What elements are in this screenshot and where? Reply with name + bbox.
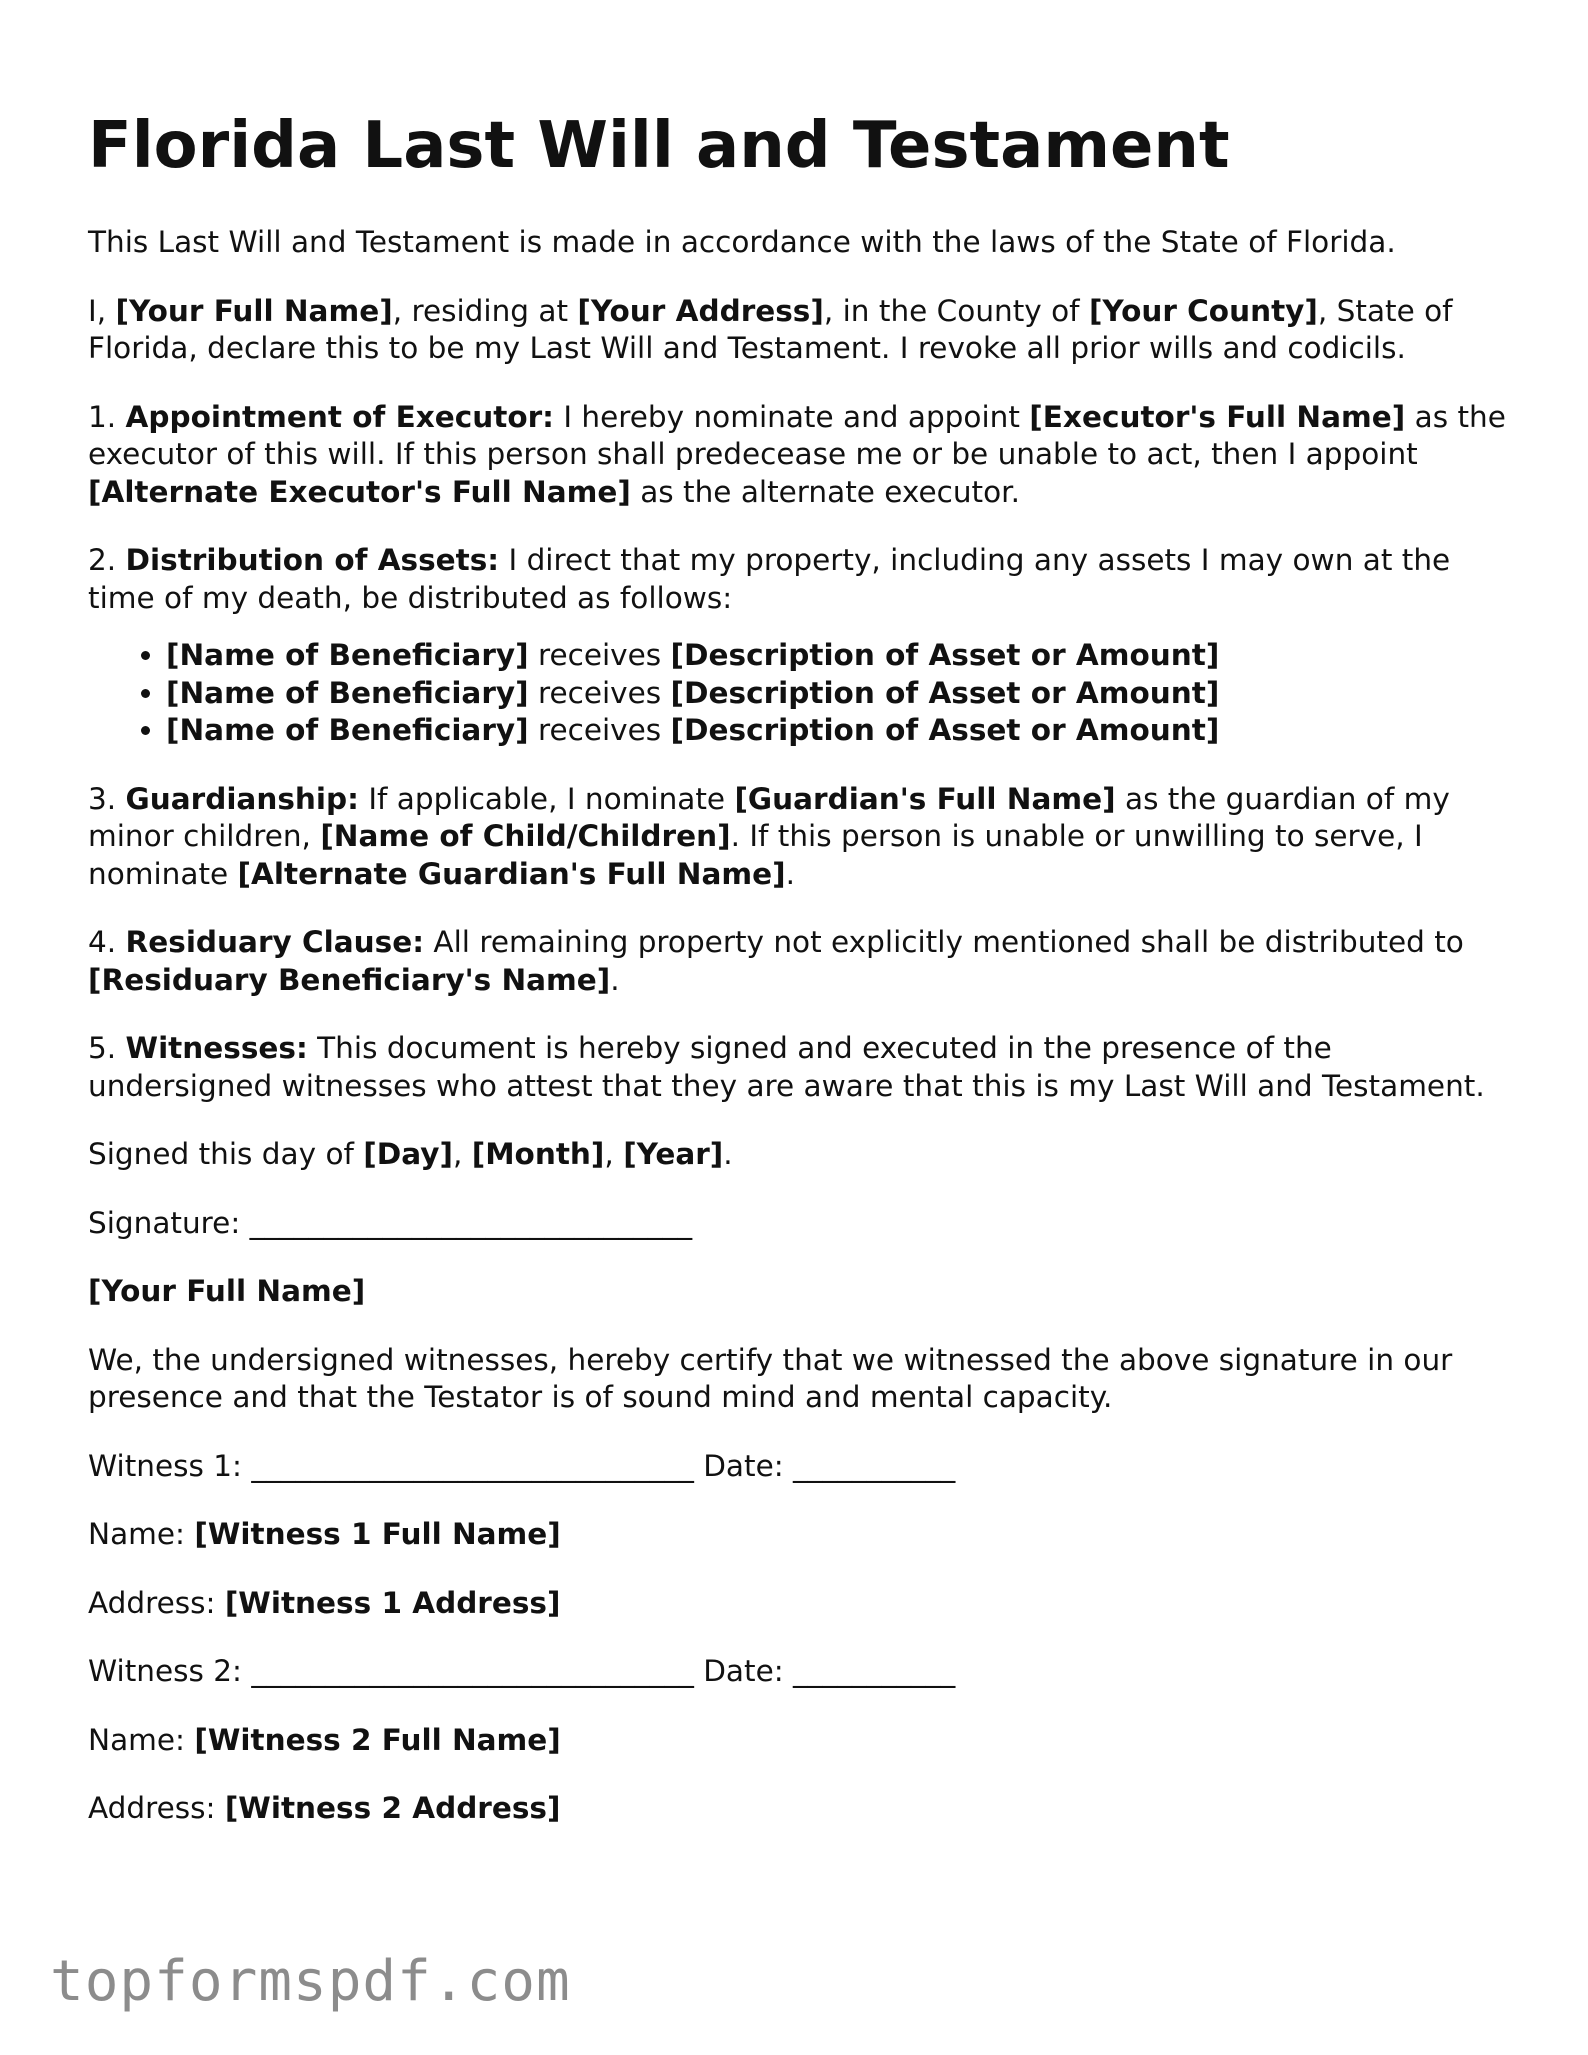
- declaration-text: I,: [88, 293, 116, 328]
- clause-heading: Residuary Clause:: [125, 925, 425, 959]
- clause-text: I hereby nominate and appoint: [553, 399, 1030, 434]
- clause-text: All remaining property not explicitly mentioned shall be distributed to: [424, 925, 1464, 959]
- separator: ,: [452, 1137, 472, 1171]
- address-label: Address:: [88, 1585, 225, 1620]
- witness-name-placeholder: [Witness 1 Full Name]: [194, 1517, 561, 1551]
- list-item: [166, 712, 1508, 750]
- asset-placeholder: [Description of Asset or Amount]: [670, 675, 1220, 710]
- intro-paragraph: This Last Will and Testament is made in accordance with the laws of the State of Florida.: [88, 225, 1396, 259]
- witness-signature-blank: ______________________________: [251, 1654, 694, 1688]
- list-item-text: receives: [528, 675, 671, 710]
- clause-number: 5.: [88, 1031, 126, 1065]
- clause-text: .: [785, 856, 795, 891]
- list-item: [166, 637, 1508, 675]
- alternate-executor-placeholder: [Alternate Executor's Full Name]: [88, 474, 631, 509]
- date-label: Date:: [693, 1654, 794, 1688]
- asset-placeholder: [Description of Asset or Amount]: [670, 638, 1220, 672]
- testator-name-placeholder: [Your Full Name]: [115, 293, 393, 328]
- name-label: Name:: [88, 1517, 195, 1551]
- clause-text: as the alternate executor.: [630, 474, 1020, 509]
- clause-text: as the executor of this will. If this person shall predecease me or be unable to act, then I appoint: [88, 399, 1506, 471]
- clause-number: 1.: [88, 399, 126, 434]
- date-blank: ___________: [793, 1448, 956, 1483]
- witness-1-address-line: [88, 1585, 1508, 1623]
- witness-2-signature-line: [88, 1653, 1508, 1691]
- clause-text: . If this person is unable or unwilling to serve, I nominate: [88, 819, 1423, 891]
- clause-number: 4.: [88, 925, 126, 959]
- clause-text: This document is hereby signed and executed in the presence of the undersigned witnesses who attest that they are aware that this is my Last Will and Testament.: [88, 1031, 1485, 1103]
- beneficiary-placeholder: [Name of Beneficiary]: [166, 675, 529, 710]
- clause-heading: Distribution of Assets:: [125, 543, 500, 577]
- signer-name-line: [88, 1273, 1508, 1311]
- list-item-text: receives: [528, 638, 671, 672]
- year-placeholder: [Year]: [623, 1137, 724, 1171]
- residuary-clause: [88, 924, 1508, 999]
- clause-number: 2.: [88, 543, 126, 577]
- day-placeholder: [Day]: [363, 1137, 453, 1171]
- month-placeholder: [Month]: [471, 1137, 605, 1171]
- signature-line: [88, 1205, 1508, 1243]
- witness-1-name-line: [88, 1516, 1508, 1554]
- witness-name-placeholder: [Witness 2 Full Name]: [194, 1722, 561, 1757]
- witness-2-name-line: [88, 1722, 1508, 1760]
- clause-heading: Guardianship:: [125, 781, 359, 816]
- witness-address-placeholder: [Witness 2 Address]: [224, 1791, 561, 1825]
- declaration-text: , residing at: [392, 293, 578, 328]
- date-blank: ___________: [793, 1654, 956, 1688]
- witness-2-address-line: [88, 1790, 1508, 1828]
- list-item-text: receives: [528, 713, 671, 747]
- signed-text: .: [723, 1137, 733, 1171]
- clause-number: 3.: [88, 781, 126, 816]
- clause-heading: Appointment of Executor:: [125, 399, 554, 434]
- clause-text: I direct that my property, including any assets I may own at the time of my death, be distributed as follows:: [88, 543, 1451, 615]
- testator-address-placeholder: [Your Address]: [577, 293, 824, 328]
- clause-text: If applicable, I nominate: [358, 781, 735, 816]
- document-page: [88, 108, 1508, 1859]
- declaration-text: , State of Florida, declare this to be my Last Will and Testament. I revoke all prior wills and codicils.: [88, 293, 1453, 365]
- address-label: Address:: [88, 1791, 225, 1825]
- name-label: Name:: [88, 1722, 195, 1757]
- distribution-clause: [88, 542, 1508, 617]
- list-item: [166, 675, 1508, 713]
- clause-heading: Witnesses:: [125, 1031, 308, 1065]
- separator: ,: [604, 1137, 624, 1171]
- certification-paragraph: We, the undersigned witnesses, hereby certify that we witnessed the above signature in our presence and that the Testator is of sound mind and mental capacity.: [88, 1342, 1453, 1414]
- witness-label: Witness 2:: [88, 1654, 252, 1688]
- signer-name-placeholder: [Your Full Name]: [88, 1274, 366, 1308]
- beneficiary-placeholder: [Name of Beneficiary]: [166, 638, 529, 672]
- signature-label: Signature:: [88, 1205, 250, 1240]
- clause-text: .: [610, 962, 620, 997]
- beneficiary-placeholder: [Name of Beneficiary]: [166, 713, 529, 747]
- residuary-beneficiary-placeholder: [Residuary Beneficiary's Name]: [88, 962, 611, 997]
- witness-address-placeholder: [Witness 1 Address]: [224, 1585, 561, 1620]
- children-name-placeholder: [Name of Child/Children]: [320, 819, 731, 853]
- date-label: Date:: [693, 1448, 794, 1483]
- signed-date-line: [88, 1136, 1508, 1174]
- witnesses-clause: [88, 1030, 1508, 1105]
- declaration-text: , in the County of: [823, 293, 1089, 328]
- signed-text: Signed this day of: [88, 1137, 364, 1171]
- executor-clause: [88, 399, 1508, 512]
- guardianship-clause: [88, 781, 1508, 894]
- watermark-text: topformspdf.com: [50, 1949, 571, 2014]
- signature-blank: ______________________________: [249, 1205, 693, 1240]
- testator-county-placeholder: [Your County]: [1088, 293, 1318, 328]
- guardian-name-placeholder: [Guardian's Full Name]: [734, 781, 1116, 816]
- document-title: Florida Last Will and Testament: [88, 109, 1230, 183]
- witness-1-signature-line: [88, 1448, 1508, 1486]
- witness-signature-blank: ______________________________: [251, 1448, 694, 1483]
- witness-label: Witness 1:: [88, 1448, 252, 1483]
- executor-name-placeholder: [Executor's Full Name]: [1029, 399, 1406, 434]
- asset-placeholder: [Description of Asset or Amount]: [670, 713, 1220, 747]
- declaration-paragraph: [88, 293, 1508, 368]
- clause-text: as the guardian of my minor children,: [88, 781, 1450, 853]
- beneficiary-list: [88, 637, 1508, 750]
- alternate-guardian-placeholder: [Alternate Guardian's Full Name]: [237, 856, 786, 891]
